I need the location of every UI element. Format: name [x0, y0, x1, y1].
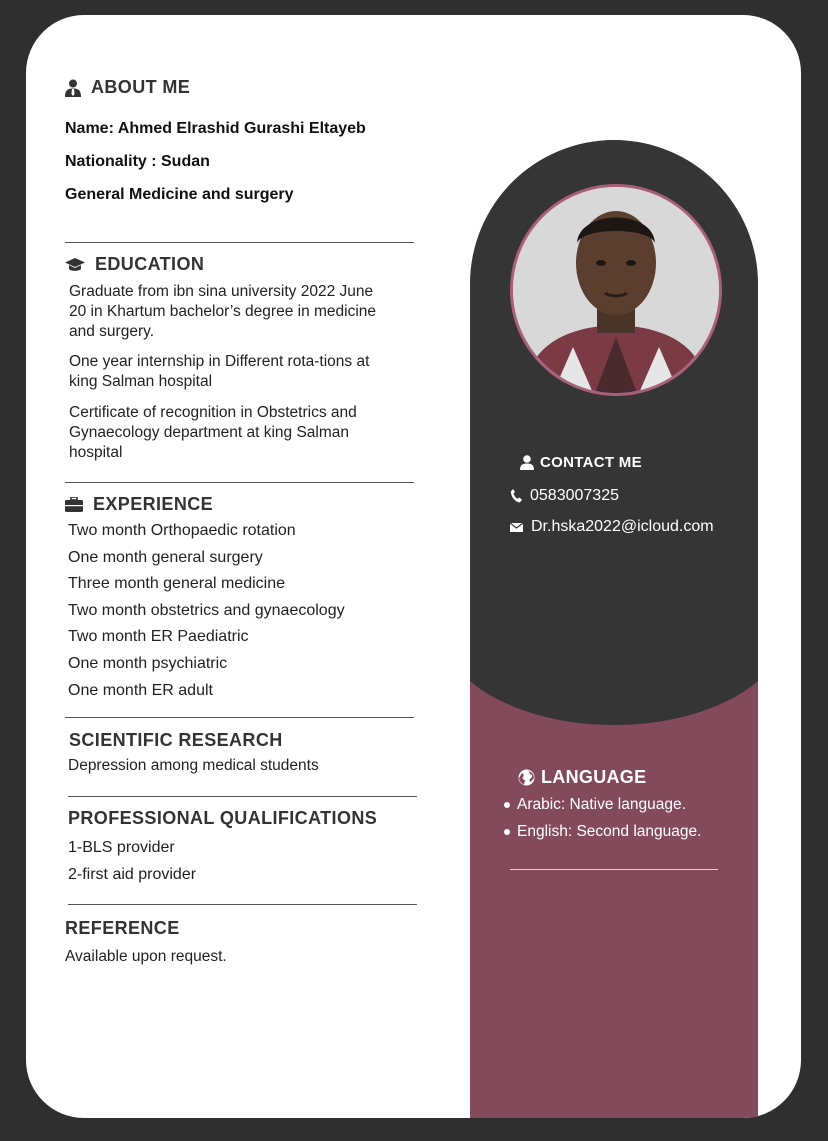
education-section-title — [65, 254, 204, 275]
experience-item: Two month obstetrics and gynaecology — [68, 601, 345, 619]
contact-title: CONTACT ME — [540, 454, 642, 471]
about-section-title — [65, 77, 190, 98]
divider — [65, 717, 414, 718]
language-title: LANGUAGE — [541, 767, 647, 787]
avatar — [513, 187, 719, 393]
contact-phone — [510, 487, 619, 505]
briefcase-icon — [65, 497, 83, 512]
contact-email — [510, 518, 714, 536]
resume-card — [26, 15, 801, 1118]
bullet-icon — [504, 829, 510, 835]
reference-section-title — [65, 918, 180, 939]
reference-text: Available upon request. — [65, 948, 227, 965]
phone-icon — [510, 489, 522, 503]
divider — [68, 796, 417, 797]
sidebar-curve — [470, 525, 758, 725]
qualification-item: 1-BLS provider — [68, 839, 175, 856]
sidebar — [470, 140, 758, 1118]
bullet-icon — [504, 802, 510, 808]
user-icon — [520, 455, 534, 470]
language-item — [504, 796, 701, 814]
contact-section-title — [520, 454, 642, 471]
education-title: EDUCATION — [95, 254, 205, 274]
education-item: Graduate from ibn sina university 2022 June 20 in Khartum bachelor’s degree in medicine and surgery. — [69, 283, 377, 340]
phone-number[interactable]: 0583007325 — [530, 487, 619, 504]
graduation-cap-icon — [65, 258, 85, 272]
user-tie-icon — [65, 79, 81, 97]
experience-section-title — [65, 494, 213, 515]
divider — [510, 869, 718, 870]
qualifications-title: PROFESSIONAL QUALIFICATIONS — [68, 808, 378, 828]
globe-icon — [518, 769, 535, 786]
qualifications-section-title — [68, 808, 377, 829]
divider — [65, 482, 414, 483]
email-address[interactable]: Dr.hska2022@icloud.com — [531, 518, 714, 535]
language-item-text: English: Second language. — [517, 823, 702, 840]
experience-title: EXPERIENCE — [93, 494, 214, 514]
language-list — [504, 796, 701, 850]
language-section-title — [518, 767, 646, 788]
research-title: SCIENTIFIC RESEARCH — [69, 730, 283, 750]
about-nationality: Nationality : Sudan — [65, 153, 210, 170]
experience-item: Three month general medicine — [68, 575, 286, 593]
language-item — [504, 823, 701, 841]
education-item: Certificate of recognition in Obstetrics and Gynaecology department at king Salman hospital — [69, 404, 357, 461]
divider — [68, 904, 417, 905]
about-specialty: General Medicine and surgery — [65, 186, 294, 203]
profile-photo — [510, 184, 722, 396]
language-item-text: Arabic: Native language. — [517, 796, 686, 813]
experience-item: One month psychiatric — [68, 654, 228, 672]
research-section-title — [69, 730, 283, 751]
experience-item: Two month ER Paediatric — [68, 628, 249, 646]
experience-item: One month ER adult — [68, 681, 213, 699]
experience-item: One month general surgery — [68, 548, 263, 566]
qualifications-list — [68, 835, 196, 888]
qualification-item: 2-first aid provider — [68, 865, 197, 883]
reference-title: REFERENCE — [65, 918, 180, 938]
experience-item: Two month Orthopaedic rotation — [68, 522, 296, 539]
research-text: Depression among medical students — [68, 757, 319, 774]
experience-list — [68, 518, 345, 704]
about-title: ABOUT ME — [91, 77, 191, 97]
divider — [65, 242, 414, 243]
envelope-icon — [510, 523, 523, 532]
about-name: Name: Ahmed Elrashid Gurashi Eltayeb — [65, 120, 366, 137]
education-item: One year internship in Different rota-tions at king Salman hospital — [69, 353, 370, 390]
